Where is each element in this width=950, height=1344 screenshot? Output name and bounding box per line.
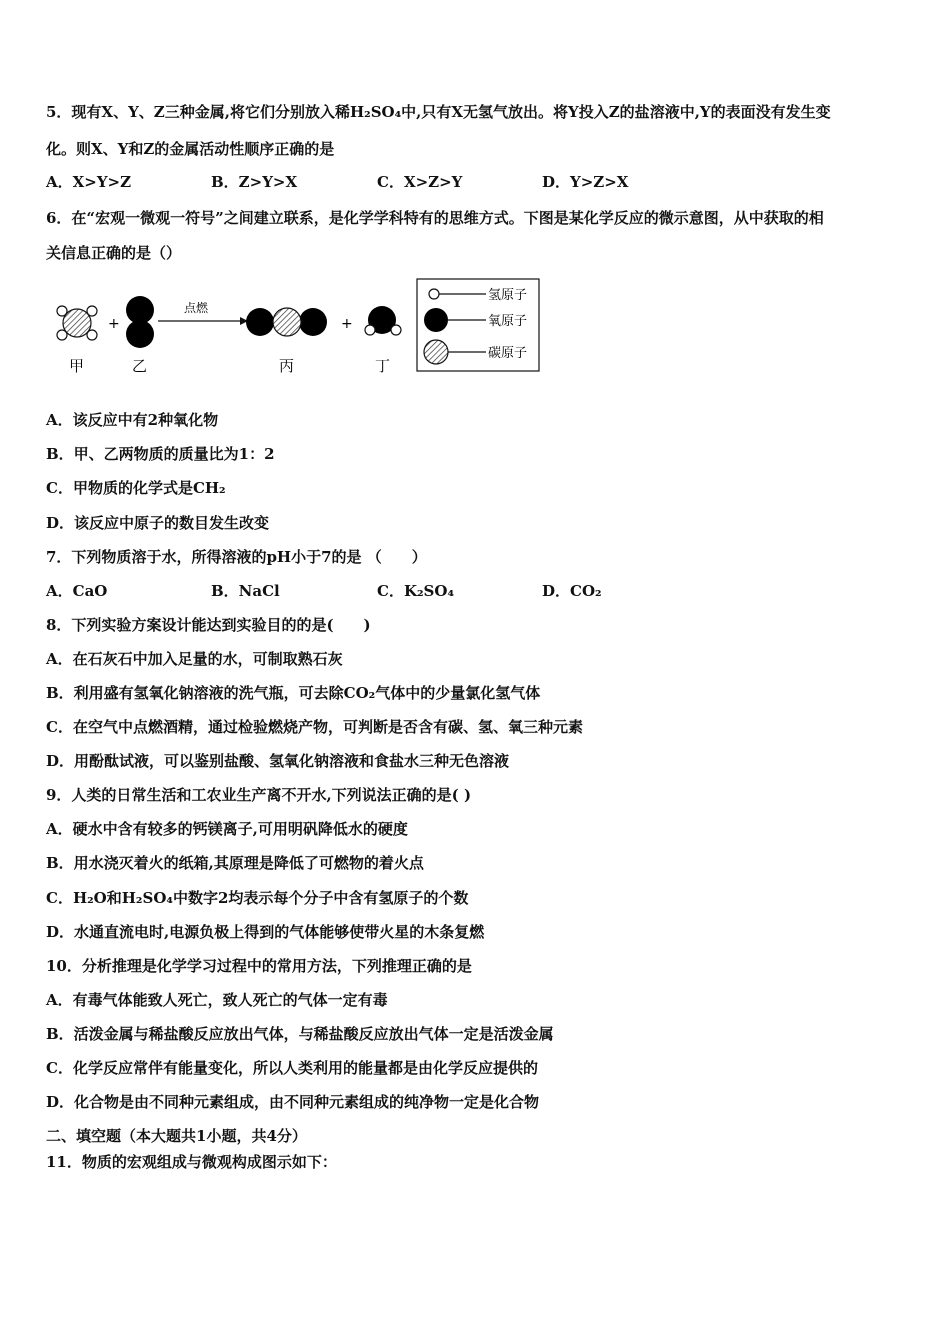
label-yi: 乙	[132, 357, 148, 375]
q8-stem: 8．下列实验方案设计能达到实验目的的是( )	[46, 616, 371, 634]
q5-option-d: D．Y>Z>X	[542, 173, 629, 191]
q5-option-c: C．X>Z>Y	[377, 173, 463, 191]
label-jia: 甲	[69, 357, 85, 375]
q7-stem: 7．下列物质溶于水，所得溶液的pH小于7的是 （ ）	[46, 548, 427, 566]
q6-option-c: C．甲物质的化学式是CH₂	[46, 479, 226, 497]
molecule-bing	[246, 308, 327, 336]
q6-stem-line2: 关信息正确的是（）	[46, 244, 182, 262]
plus-sign: +	[341, 316, 353, 332]
oxygen-atom	[126, 320, 154, 348]
q9-option-b: B．用水浇灭着火的纸箱,其原理是降低了可燃物的着火点	[46, 854, 424, 872]
q5-option-a: A．X>Y>Z	[46, 173, 132, 191]
q11-stem: 11．物质的宏观组成与微观构成图示如下：	[46, 1153, 337, 1171]
q6-option-b: B．甲、乙两物质的质量比为1：2	[46, 445, 275, 463]
legend-oxygen-label: 氧原子	[488, 314, 528, 329]
q7-option-b: B．NaCl	[211, 582, 280, 600]
q6-option-d: D．该反应中原子的数目发生改变	[46, 514, 270, 532]
oxygen-atom	[246, 308, 274, 336]
q9-stem: 9．人类的日常生活和工农业生产离不开水,下列说法正确的是( )	[46, 786, 472, 804]
molecule-yi	[126, 296, 154, 348]
legend-carbon-label: 碳原子	[488, 346, 528, 361]
q9-option-d: D．水通直流电时,电源负极上得到的气体能够使带火星的木条复燃	[46, 923, 485, 941]
oxygen-atom	[126, 296, 154, 324]
q6-stem-line1: 6．在“宏观一微观一符号”之间建立联系，是化学学科特有的思维方式。下图是某化学反应的微示意图，从中获取的相	[46, 209, 824, 227]
q5-stem-line2: 化。则X、Y和Z的金属活动性顺序正确的是	[46, 140, 335, 158]
q8-option-d: D．用酚酞试液，可以鉴别盐酸、氢氧化钠溶液和食盐水三种无色溶液	[46, 752, 510, 770]
legend-carbon-icon	[424, 340, 448, 364]
q7-option-d: D．CO₂	[542, 582, 602, 600]
section-title: 二、填空题（本大题共1小题，共4分）	[46, 1127, 307, 1145]
q9-option-c: C．H₂O和H₂SO₄中数字2均表示每个分子中含有氢原子的个数	[46, 889, 469, 907]
arrow-label: 点燃	[184, 301, 209, 315]
hydrogen-atom	[365, 325, 375, 335]
reaction-diagram	[50, 275, 550, 380]
q8-option-c: C．在空气中点燃酒精，通过检验燃烧产物，可判断是否含有碳、氢、氧三种元素	[46, 718, 583, 736]
legend-hydrogen-label: 氢原子	[488, 288, 528, 303]
plus-sign: +	[108, 316, 120, 332]
q7-option-c: C．K₂SO₄	[377, 582, 455, 600]
q8-option-a: A．在石灰石中加入足量的水，可制取熟石灰	[46, 650, 343, 668]
q5-option-b: B．Z>Y>X	[211, 173, 298, 191]
legend-hydrogen-icon	[429, 289, 439, 299]
label-bing: 丙	[279, 357, 295, 375]
q7-option-a: A．CaO	[46, 582, 108, 600]
q6-option-a: A．该反应中有2种氧化物	[46, 411, 219, 429]
oxygen-atom	[299, 308, 327, 336]
hydrogen-atom	[391, 325, 401, 335]
q8-option-b: B．利用盛有氢氧化钠溶液的洗气瓶，可去除CO₂气体中的少量氯化氢气体	[46, 684, 541, 702]
q10-option-b: B．活泼金属与稀盐酸反应放出气体，与稀盐酸反应放出气体一定是活泼金属	[46, 1025, 554, 1043]
legend-oxygen-icon	[424, 308, 448, 332]
q10-option-c: C．化学反应常伴有能量变化，所以人类利用的能量都是由化学反应提供的	[46, 1059, 538, 1077]
molecule-ding	[365, 306, 401, 335]
q5-stem-line1: 5．现有X、Y、Z三种金属,将它们分别放入稀H₂SO₄中,只有X无氢气放出。将Y投入Z的盐溶液中,Y的表面没有发生变	[46, 103, 831, 121]
q9-option-a: A．硬水中含有较多的钙镁离子,可用明矾降低水的硬度	[46, 820, 408, 838]
q10-option-d: D．化合物是由不同种元素组成，由不同种元素组成的纯净物一定是化合物	[46, 1093, 540, 1111]
carbon-atom	[273, 308, 301, 336]
q10-stem: 10．分析推理是化学学习过程中的常用方法，下列推理正确的是	[46, 957, 472, 975]
molecule-jia	[57, 306, 97, 340]
q10-option-a: A．有毒气体能致人死亡，致人死亡的气体一定有毒	[46, 991, 388, 1009]
legend-box	[417, 279, 539, 371]
carbon-atom	[63, 309, 91, 337]
label-ding: 丁	[375, 357, 391, 375]
